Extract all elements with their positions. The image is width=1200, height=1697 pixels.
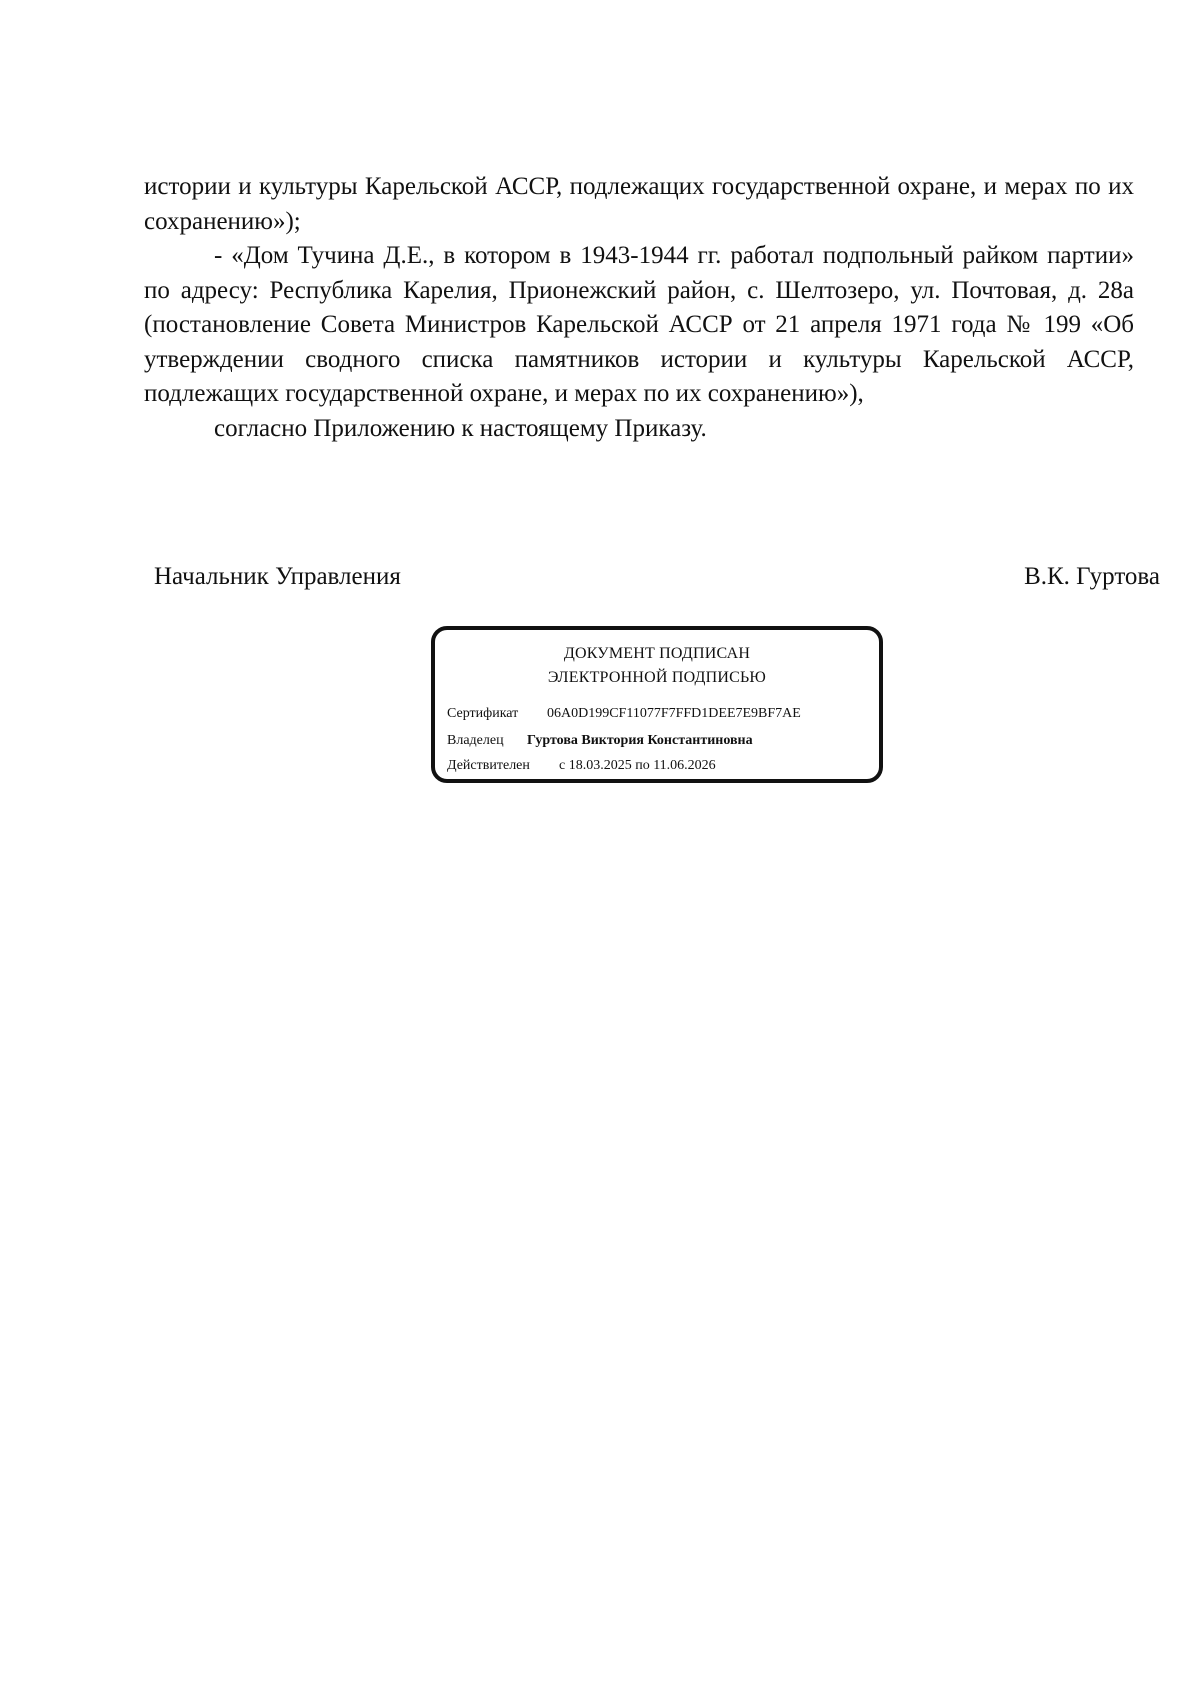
stamp-certificate-row bbox=[447, 705, 801, 723]
certificate-label: Сертификат bbox=[447, 706, 519, 721]
stamp-owner-row bbox=[447, 732, 753, 750]
stamp-title-line-1: ДОКУМЕНТ ПОДПИСАН bbox=[563, 645, 751, 662]
stamp-validity-row bbox=[447, 757, 716, 775]
electronic-signature-stamp bbox=[431, 626, 883, 783]
paragraph-monument-item: - «Дом Тучина Д.Е., в котором в 1943-1944 гг. работал подпольный райком партии» по адресу: Республика Карелия, Прионежский район, с. Шелтозеро, ул. Почтовая, д. 28а (постановление Совета Министров Карельской АССР от 21 апреля 1971 года № 199 «Об утверждении сводного списка памятников истории и культуры Карельской АССР, подлежащих государственной охране, и мерах по их сохранению»), bbox=[144, 242, 1134, 407]
paragraph-continuation: истории и культуры Карельской АССР, подлежащих государственной охране, и мерах по их сохранению»); bbox=[144, 173, 1134, 235]
signatory-position: Начальник Управления bbox=[154, 563, 401, 590]
document-body bbox=[144, 170, 1134, 446]
certificate-value: 06A0D199CF11077F7FFD1DEE7E9BF7AE bbox=[547, 706, 801, 721]
signatory-name: В.К. Гуртова bbox=[1024, 563, 1160, 590]
stamp-title bbox=[435, 642, 879, 690]
validity-label: Действителен bbox=[447, 758, 530, 773]
stamp-title-line-2: ЭЛЕКТРОННОЙ ПОДПИСЬЮ bbox=[547, 669, 767, 686]
owner-label: Владелец bbox=[447, 733, 504, 748]
validity-value: с 18.03.2025 по 11.06.2026 bbox=[559, 758, 716, 773]
paragraph-appendix-reference: согласно Приложению к настоящему Приказу. bbox=[214, 414, 707, 442]
owner-value: Гуртова Виктория Константиновна bbox=[527, 733, 753, 748]
